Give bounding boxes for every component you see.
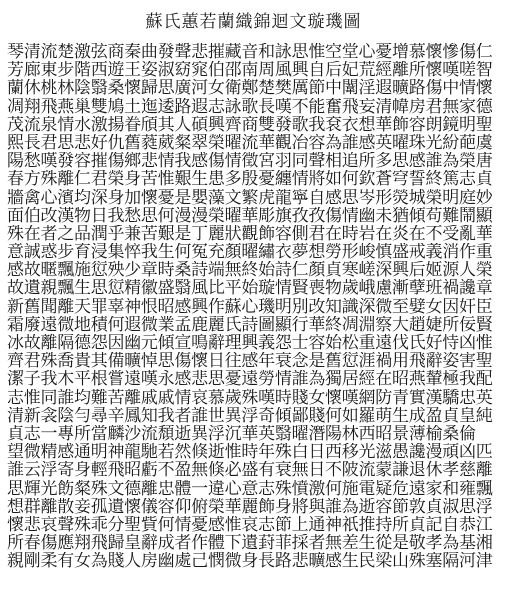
grid-row: 殊在者之品潤乎兼苦艱是丁麗狀觀飾容側君在時岩在炎在不受亂華: [7, 224, 493, 244]
grid-row: 霜廢遠微地積何遐微業孟鹿麗氏詩圖顯行華終凋淵察大趙婕所佞賢: [7, 315, 493, 334]
grid-row: 新舊聞離天罪辜神恨昭感興作蘇心璣明別改知識深微至嬖女因奸臣: [7, 297, 493, 316]
grid-row: 面伯改漢物日我愁思何漫漫榮曜華彫旗孜孜傷情幽未猶傾苟難鬧顯: [7, 206, 493, 225]
grid-row: 牆禽心濱均深身加懷憂是嬰藻文繁虎龍寧自感思岑形熒城榮明庭妙: [7, 188, 493, 207]
page-title: 蘇氏蕙若蘭織錦迴文璇璣圖: [145, 12, 362, 32]
palindrome-character-grid: [7, 43, 500, 570]
grid-row: 想群離散妾孤遺懷儀容仰俯榮華麗飾身將與誰為逝容節敦貞淑思浮: [7, 497, 493, 516]
grid-row: 感故暱飄施愆殃少章時桑詩端無終始詩仁顏貞寒嵯深興后姬源人榮: [7, 261, 493, 280]
grid-row: 志惟同誰均難苦離戚戚情哀慕歲殊嘆時賤女懷嘆網防青實漢驕忠英: [7, 388, 493, 407]
grid-row: 貞志一專所當麟沙流頹逝異浮沉華英翳曜潛陽林西昭景薄榆桑倫: [7, 424, 476, 444]
grid-row: 懷悲哀聲殊乖分聖貲何情憂感惟哀志節上通神祇推持所貞記自恭江: [7, 515, 493, 535]
grid-row: 陽愁嘆發容摧傷鄉悲情我感傷情徵宮羽同聲相追所多思感誰為榮唐: [7, 152, 493, 171]
grid-row: 蘭休桃林陰翳桑懷歸思廣河女衛鄭楚樊厲節中闈淫遐曠路傷中情懷: [7, 79, 493, 98]
grid-row: 齊君殊喬貴其備曠悼思傷懷日往感年衰念是舊愆涯禍用飛辭姿害聖: [7, 352, 493, 371]
grid-row: 潔子我木平根嘗遠嘆永感悲思憂遠勞情誰為獨居經在昭燕輦極我配: [7, 370, 493, 389]
grid-row: 望微精感通明神龍馳若然倏逝惟時年殊白日西移光滋愚讒漫頑凶匹: [7, 443, 493, 462]
grid-row: 親剛柔有女為賤人房幽處己憫微身長路悲曠感生民梁山殊塞隔河津: [7, 552, 493, 571]
grid-row: 凋翔飛燕巢雙鳩土迤逶路遐志詠歌長嘆不能奮飛妄清幃房君無家德: [7, 97, 493, 116]
grid-row: 芳廊東步階西遊王姿淑窈窕伯邵南周風興自后妃荒經離所懷嘆嗟智: [7, 61, 493, 80]
grid-row: 意誠惑步育浸集悴我生何冤充顏曜繡衣夢想勞形峻慎盛戒義消作重: [7, 243, 493, 262]
grid-row: 思輝光飭粲殊文德離忠體一違心意志殊憤激何施電疑危遠家和雍飄: [7, 479, 493, 498]
grid-row: 春方殊離仁君榮身苦惟艱生患多殷憂纏情將如何欽蒼穹誓終篤志貞: [7, 170, 493, 189]
grid-row: 清新衾陰勻尋辛鳳知我者誰世異浮奇傾鄙賤何如羅萌生成盈貞皇純: [7, 406, 493, 425]
grid-row: 冰故離隔德怨因幽元傾宣鳴辭理興義怨士容始松重遠伐氏好恃凶惟: [7, 334, 493, 353]
grid-row: 茂流泉情水激揚眷頎其人碩興齊商雙發歌我袞衣想華飾容朗鏡明聖: [7, 115, 493, 134]
grid-row: 琴清流楚激弦商秦曲發聲悲摧藏音和詠思惟空堂心憂增慕懷慘傷仁: [7, 43, 493, 62]
grid-row: 所春傷應翔飛歸皇辭成者作體下遺葑菲採者無差生從是敬孝為基湘: [7, 534, 493, 553]
grid-row: 故遺親飄生思愆精徽盛翳風比平始璇情賢喪物歲峨慮漸孽班禍讒章: [7, 279, 493, 298]
grid-row: 誰云浮寄身輕飛昭虧不盈無倏必盛有衰無日不陂流蒙謙退休孝慈離: [7, 461, 493, 480]
grid-row: 熙長君思悲好仇舊蕤葳粲翠榮曜流華觀冶容為誰感英曜珠光紛葩虞: [7, 133, 493, 153]
